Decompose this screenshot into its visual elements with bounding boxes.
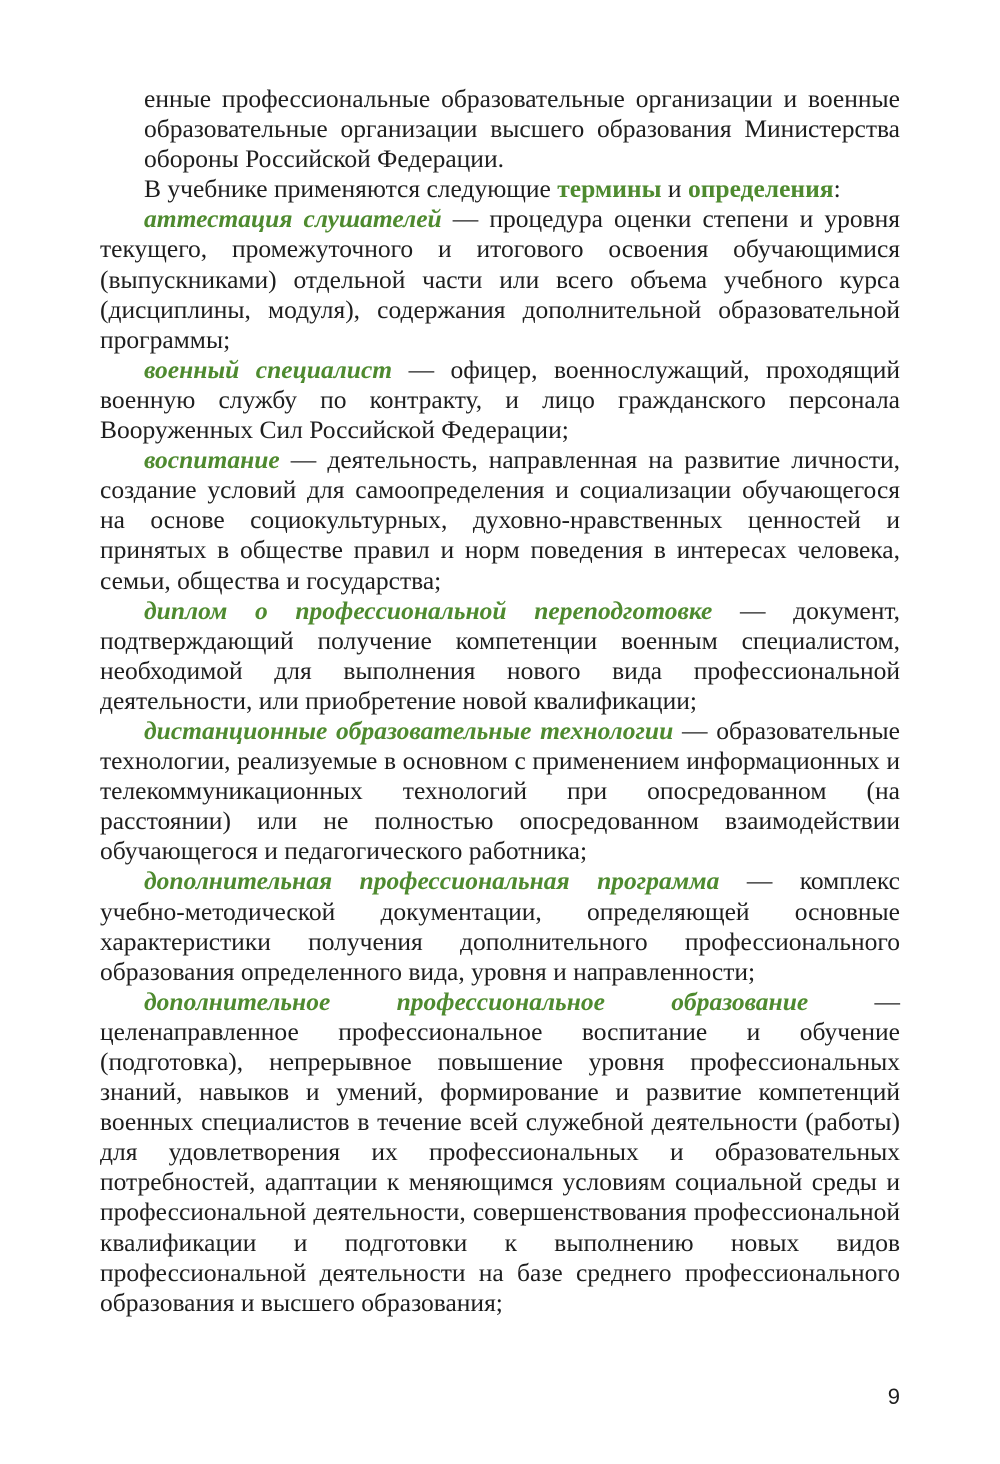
definition-term: военный специалист bbox=[144, 354, 393, 384]
definition-text: — комплекс учебно-методической документации, определяющей основные характеристики получения дополнительного профессионального образования определенного вида, уровня и направленности; bbox=[100, 866, 900, 986]
definition-text: — офицер, военнослужащий, проходящий военную службу по контракту, и лицо гражданского персонала Вооруженных Сил Российской Федерации; bbox=[100, 354, 900, 445]
intro-after: : bbox=[833, 174, 841, 204]
definition-term: дополнительная профессиональная программа bbox=[144, 866, 720, 896]
definition-term: дополнительное профессиональное образование bbox=[144, 986, 809, 1016]
definition-additional-program bbox=[100, 866, 900, 986]
page-number: 9 bbox=[887, 1384, 900, 1409]
body-text bbox=[100, 84, 900, 1318]
intro-sentence bbox=[100, 174, 900, 204]
intro-before: В учебнике применяются следующие bbox=[144, 174, 558, 204]
definition-text: — целенаправленное профессиональное воспитание и обучение (подготовка), непрерывное повышение уровня профессиональных знаний, навыков и умений, формирование и развитие компетенций военных специалистов в течение всей служебной деятельности (работы) для удовлетворения их профессиональных и образовательных потребностей, адаптации к меняющимся условиям социальной среды и профессиональной деятельности, совершенствования профессиональной квалификации и подготовки к выполнению новых видов профессиональной деятельности на базе среднего профессионального образования и высшего образования; bbox=[100, 986, 901, 1317]
definition-text: — документ, подтверждающий получение компетенции военным специалистом, необходимой для выполнения нового вида профессиональной деятельности, или приобретение новой квалификации; bbox=[100, 595, 900, 715]
definition-text: — деятельность, направленная на развитие личности, создание условий для самоопределения и социализации обучающегося на основе социокультурных, духовно-нравственных ценностей и принятых в обществе правил и норм поведения в интересах человека, семьи, общества и государства; bbox=[100, 445, 900, 595]
definition-term: воспитание bbox=[144, 445, 280, 475]
intro-continuation bbox=[100, 84, 900, 174]
intro-middle: и bbox=[661, 174, 688, 204]
definition-additional-education bbox=[100, 987, 900, 1318]
definition-attestation bbox=[100, 204, 900, 354]
definition-text: — образовательные технологии, реализуемые в основном с применением информационных и телекоммуникационных технологий при опосредованном (на расстоянии) или не полностью опосредованном взаимодействии обучающегося и педагогического работника; bbox=[100, 715, 900, 866]
keyword-terms: термины bbox=[557, 174, 662, 204]
keyword-definitions: определения bbox=[687, 174, 834, 204]
definition-term: диплом о профессиональной переподготовке bbox=[144, 595, 713, 625]
intro-continuation-text: енные профессиональные образовательные организации и военные образовательные организации высшего образования Министерства обороны Российской Федерации. bbox=[144, 84, 900, 174]
definition-retraining-diploma bbox=[100, 596, 900, 716]
definition-term: аттестация слушателей bbox=[144, 204, 442, 234]
definition-distance-technologies bbox=[100, 716, 900, 866]
definition-text: — процедура оценки степени и уровня текущего, промежуточного и итогового освоения обучающимися (выпускниками) отдельной части или всего объема учебного курса (дисциплины, модуля), содержания дополнительной образовательной программы; bbox=[100, 204, 900, 354]
definition-upbringing bbox=[100, 445, 900, 595]
definition-military-specialist bbox=[100, 355, 900, 445]
definition-term: дистанционные образовательные технологии bbox=[144, 715, 674, 745]
